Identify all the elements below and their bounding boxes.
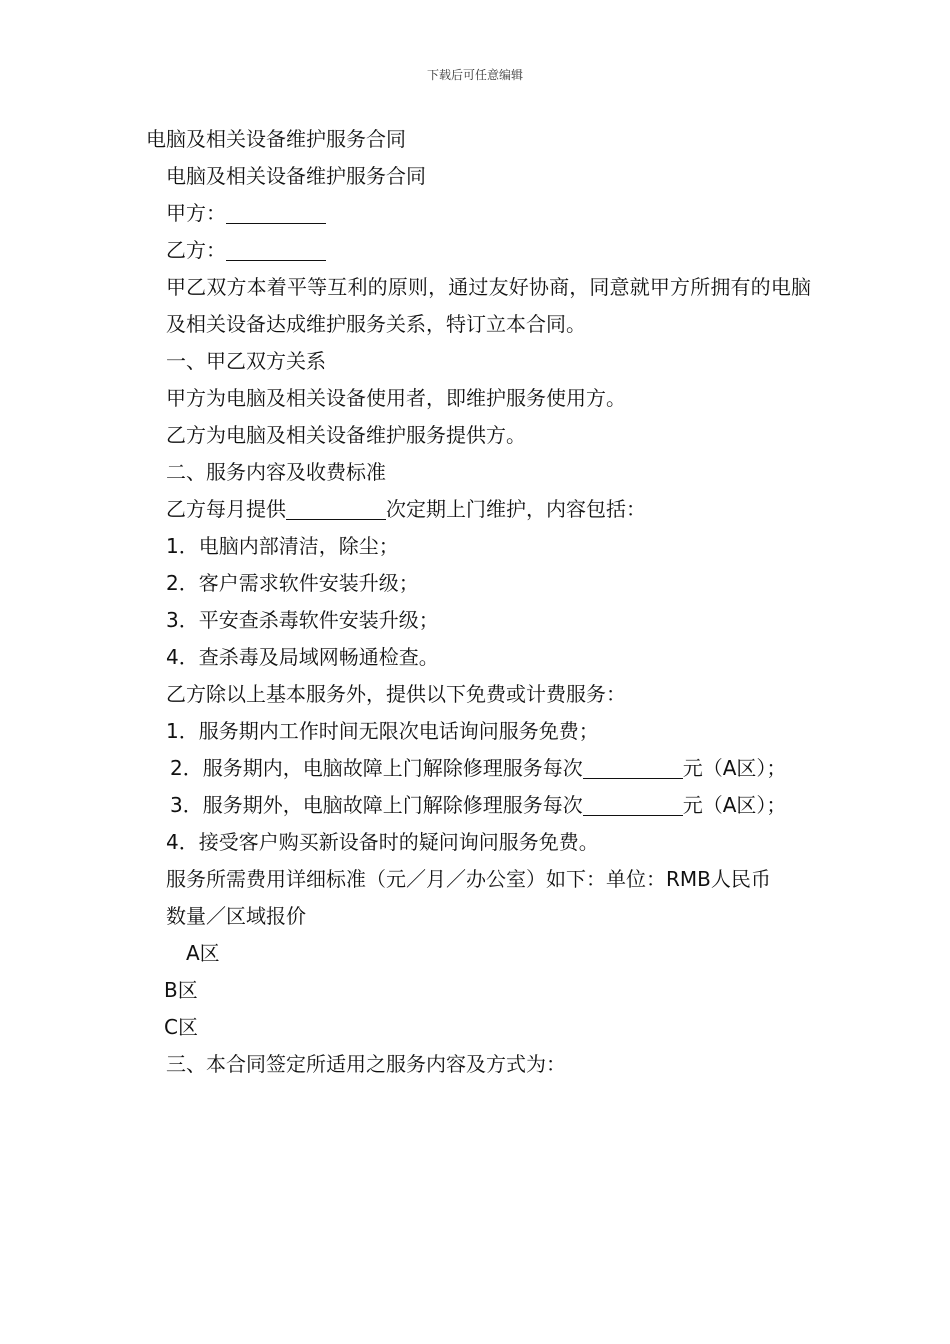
extra-services-intro: 乙方除以上基本服务外，提供以下免费或计费服务： — [166, 682, 626, 706]
monthly-visit-blank — [286, 497, 386, 520]
monthly-visit-post: 次定期上门维护，内容包括： — [386, 497, 646, 521]
document-body — [146, 121, 811, 1083]
extra-service-3-blank — [583, 793, 683, 816]
extra-service-3-post: 元（A区）； — [682, 793, 787, 817]
extra-service-item: 1．服务期内工作时间无限次电话询问服务免费； — [166, 719, 599, 743]
intro-paragraph: 甲乙双方本着平等互利的原则，通过友好协商，同意就甲方所拥有的电脑及相关设备达成维护服务关系，特订立本合同。 — [166, 275, 811, 336]
section-1-heading: 一、甲乙双方关系 — [166, 349, 326, 373]
contract-subtitle: 电脑及相关设备维护服务合同 — [166, 164, 426, 188]
party-b-line — [146, 232, 811, 269]
party-a-line — [146, 195, 811, 232]
monthly-visit-line — [146, 491, 811, 528]
section-1-paragraph: 甲方为电脑及相关设备使用者，即维护服务使用方。 — [166, 386, 626, 410]
extra-service-3-pre: 3．服务期外，电脑故障上门解除修理服务每次 — [170, 793, 583, 817]
extra-service-2-pre: 2．服务期内，电脑故障上门解除修理服务每次 — [170, 756, 583, 780]
section-2-heading: 二、服务内容及收费标准 — [166, 460, 386, 484]
section-3-heading: 三、本合同签定所适用之服务内容及方式为： — [166, 1052, 566, 1076]
party-b-blank — [226, 238, 326, 261]
zone-label: A区 — [186, 941, 220, 965]
party-a-label: 甲方： — [166, 201, 226, 225]
zone-label: B区 — [164, 978, 198, 1002]
page-header: 下载后可任意编辑 — [426, 68, 523, 82]
section-1-paragraph: 乙方为电脑及相关设备维护服务提供方。 — [166, 423, 526, 447]
list-item: 2．客户需求软件安装升级； — [166, 571, 419, 595]
extra-service-item: 4．接受客户购买新设备时的疑问询问服务免费。 — [166, 830, 599, 854]
list-item: 3．平安查杀毒软件安装升级； — [166, 608, 439, 632]
extra-service-2-post: 元（A区）； — [682, 756, 787, 780]
list-item: 4．查杀毒及局域网畅通检查。 — [166, 645, 439, 669]
party-a-blank — [226, 201, 326, 224]
extra-service-item — [146, 750, 811, 787]
extra-service-item — [146, 787, 811, 824]
document-title: 电脑及相关设备维护服务合同 — [146, 127, 406, 151]
fee-note: 服务所需费用详细标准（元／月／办公室）如下：单位：RMB人民币 — [166, 867, 771, 891]
extra-service-2-blank — [583, 756, 683, 779]
monthly-visit-pre: 乙方每月提供 — [166, 497, 286, 521]
list-item: 1．电脑内部清洁，除尘； — [166, 534, 399, 558]
zone-label: C区 — [164, 1015, 198, 1039]
fee-table-header: 数量／区域报价 — [166, 904, 306, 928]
party-b-label: 乙方： — [166, 238, 226, 262]
